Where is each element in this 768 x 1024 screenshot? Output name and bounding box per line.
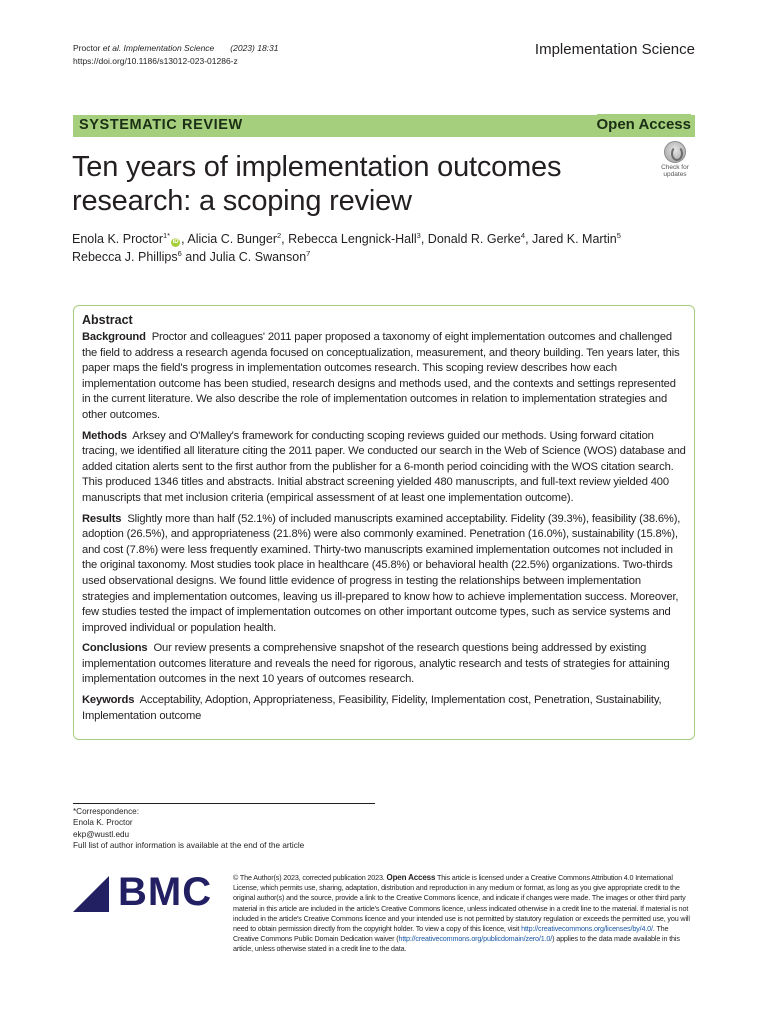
author-affiliation: 4 — [520, 231, 526, 240]
author-affiliation: 7 — [306, 249, 311, 258]
abstract-keywords — [82, 693, 686, 724]
section-label: Methods — [82, 429, 127, 442]
section-text: Acceptability, Adoption, Appropriateness, Feasibility, Fidelity, Implementation cost, Penetration, Sustainability, Implementation outcome — [82, 694, 662, 722]
open-access-label: Open Access — [597, 114, 692, 136]
abstract-results — [82, 512, 686, 637]
section-text: Proctor and colleagues' 2011 paper proposed a taxonomy of eight implementation outcomes and challenged the field to address a research agenda focused on conceptualization, measurement, and theory building. Ten years later, this paper maps the field's progress in implementation outcomes research. This scoping review describes how each implementation outcome has been studied, research designs and methods used, and the contexts and settings represented in the current literature. We also describe the role of implementation outcomes in relation to implementation strategies and other outcomes. — [82, 331, 680, 421]
section-text: Our review presents a comprehensive snapshot of the research questions being addressed by existing implementation outcomes literature and reveals the need for rigorous, analytic research and tests of strategies for attaining implementation outcomes in the next 10 years of outcomes research. — [82, 642, 670, 686]
section-label: Results — [82, 512, 122, 525]
section-label: Background — [82, 331, 146, 343]
journal-name: Implementation Science — [534, 41, 695, 58]
correspondence-note — [73, 806, 304, 852]
license-link-cc-by[interactable]: http://creativecommons.org/licenses/by/4.0/ — [521, 924, 653, 934]
author-name: , Donald R. Gerke — [420, 232, 521, 246]
license-statement — [233, 873, 695, 955]
bmc-logo — [73, 870, 218, 914]
bmc-logo-icon — [73, 876, 109, 912]
license-text: This article is licensed under a Creative Commons Attribution 4.0 International License, which permits use, sharing, adaptation, distribution and reproduction in any medium or format, as long as you give appropriate credit to the original author(s) and the source, provide a link to the Creative Commons licence, and indicate if changes were made. The images or other third party material in this article are included in the article's Creative Commons licence, unless indicated otherwise in a credit line to the material. If material is not included in the article's Creative Commons licence and your intended use is not permitted by statutory regulation or exceeds the permitted use, you will need to obtain permission directly from the copyright holder. To view a copy of this licence, visit — [233, 873, 690, 934]
check-updates-line2: updates — [663, 171, 687, 178]
check-updates-line1: Check for — [661, 164, 689, 171]
author-name: and Julia C. Swanson — [181, 250, 307, 264]
author-affiliation: 5 — [616, 231, 621, 240]
author-affiliation: 1* — [163, 231, 171, 240]
orcid-icon[interactable]: iD — [172, 239, 179, 245]
author-affiliation: 6 — [177, 249, 182, 258]
section-text: Arksey and O'Malley's framework for conducting scoping reviews guided our methods. Using forward citation tracing, we identified all literature citing the 2011 paper. We conducted our search in the Web of Science (WOS) database and added citation alerts sent to the first author from the publisher for a 6-month period coinciding with the WOS citation search. This produced 1346 titles and abstracts. Initial abstract screening yielded 480 manuscripts, and full-text review yielded 400 manuscripts that met inclusion criteria (empirical assessment of at least one implementation outcome). — [82, 429, 686, 504]
header-journal-italic: et al. Implementation Science — [102, 43, 215, 53]
author-name: Enola K. Proctor — [72, 232, 164, 246]
author-affiliation: 2 — [277, 231, 282, 240]
author-name: , Jared K. Martin — [525, 232, 617, 246]
author-affiliation: 3 — [416, 231, 421, 240]
author-name: , Rebecca Lengnick-Hall — [281, 232, 417, 246]
license-open-access: Open Access — [386, 873, 436, 882]
footnote-divider — [73, 803, 375, 804]
correspondence-name: Enola K. Proctor — [73, 818, 133, 828]
license-text: ) applies to the data made available in this article, unless otherwise stated in a credit line to the data. — [233, 934, 680, 954]
abstract-methods — [82, 429, 686, 507]
section-text: Slightly more than half (52.1%) of included manuscripts examined acceptability. Fidelity (39.3%), feasibility (38.6%), adoption (26.5%), and appropriateness (21.8%) were also commonly examined. Penetration (16.0%), sustainability (15.8%), and cost (7.8%) were less frequently examined. Thirty-two manuscripts examined implementation outcomes not included in the original taxonomy. Most studies took place in healthcare (45.8%) or behavioral health (22.5%) organizations. Two-thirds used observational designs. We found little evidence of progress in testing the relationships between implementation strategies and implementation outcomes, leaving us ill-prepared to know how to achieve implementation success. Moreover, few studies tested the impact of implementation outcomes on other important outcome types, such as service systems and improved individual or population health. — [82, 512, 681, 634]
license-link-cc0[interactable]: http://creativecommons.org/publicdomain/zero/1.0/ — [398, 934, 553, 944]
check-for-updates-badge[interactable] — [655, 141, 695, 181]
article-type: SYSTEMATIC REVIEW — [79, 117, 243, 133]
author-name: Rebecca J. Phillips — [72, 250, 178, 264]
author-name: , Alicia C. Bunger — [181, 232, 277, 246]
license-text: . The Creative Commons Public Domain Dedication waiver ( — [233, 924, 669, 944]
header-year-volume: (2023) 18:31 — [230, 43, 279, 53]
author-list — [72, 230, 672, 266]
section-label: Conclusions — [82, 642, 148, 655]
abstract-conclusions — [82, 641, 686, 688]
header-author: Proctor — [73, 43, 103, 53]
correspondence-email[interactable]: ekp@wustl.edu — [73, 829, 130, 839]
abstract-heading: Abstract — [82, 313, 133, 327]
running-header — [73, 42, 278, 68]
bmc-wordmark: BMC — [118, 870, 213, 914]
correspondence-label: *Correspondence: — [73, 807, 139, 816]
abstract-background — [82, 330, 686, 424]
license-lead: © The Author(s) 2023, corrected publication 2023. — [233, 873, 387, 882]
section-label: Keywords — [82, 694, 135, 707]
article-title: Ten years of implementation outcomes research: a scoping review — [72, 151, 562, 217]
abstract-box — [73, 305, 695, 740]
check-for-updates-icon — [664, 141, 686, 163]
article-type-bar — [73, 115, 695, 137]
header-doi[interactable]: https://doi.org/10.1186/s13012-023-01286-z — [73, 56, 238, 66]
author-info-note: Full list of author information is available at the end of the article — [73, 841, 305, 851]
